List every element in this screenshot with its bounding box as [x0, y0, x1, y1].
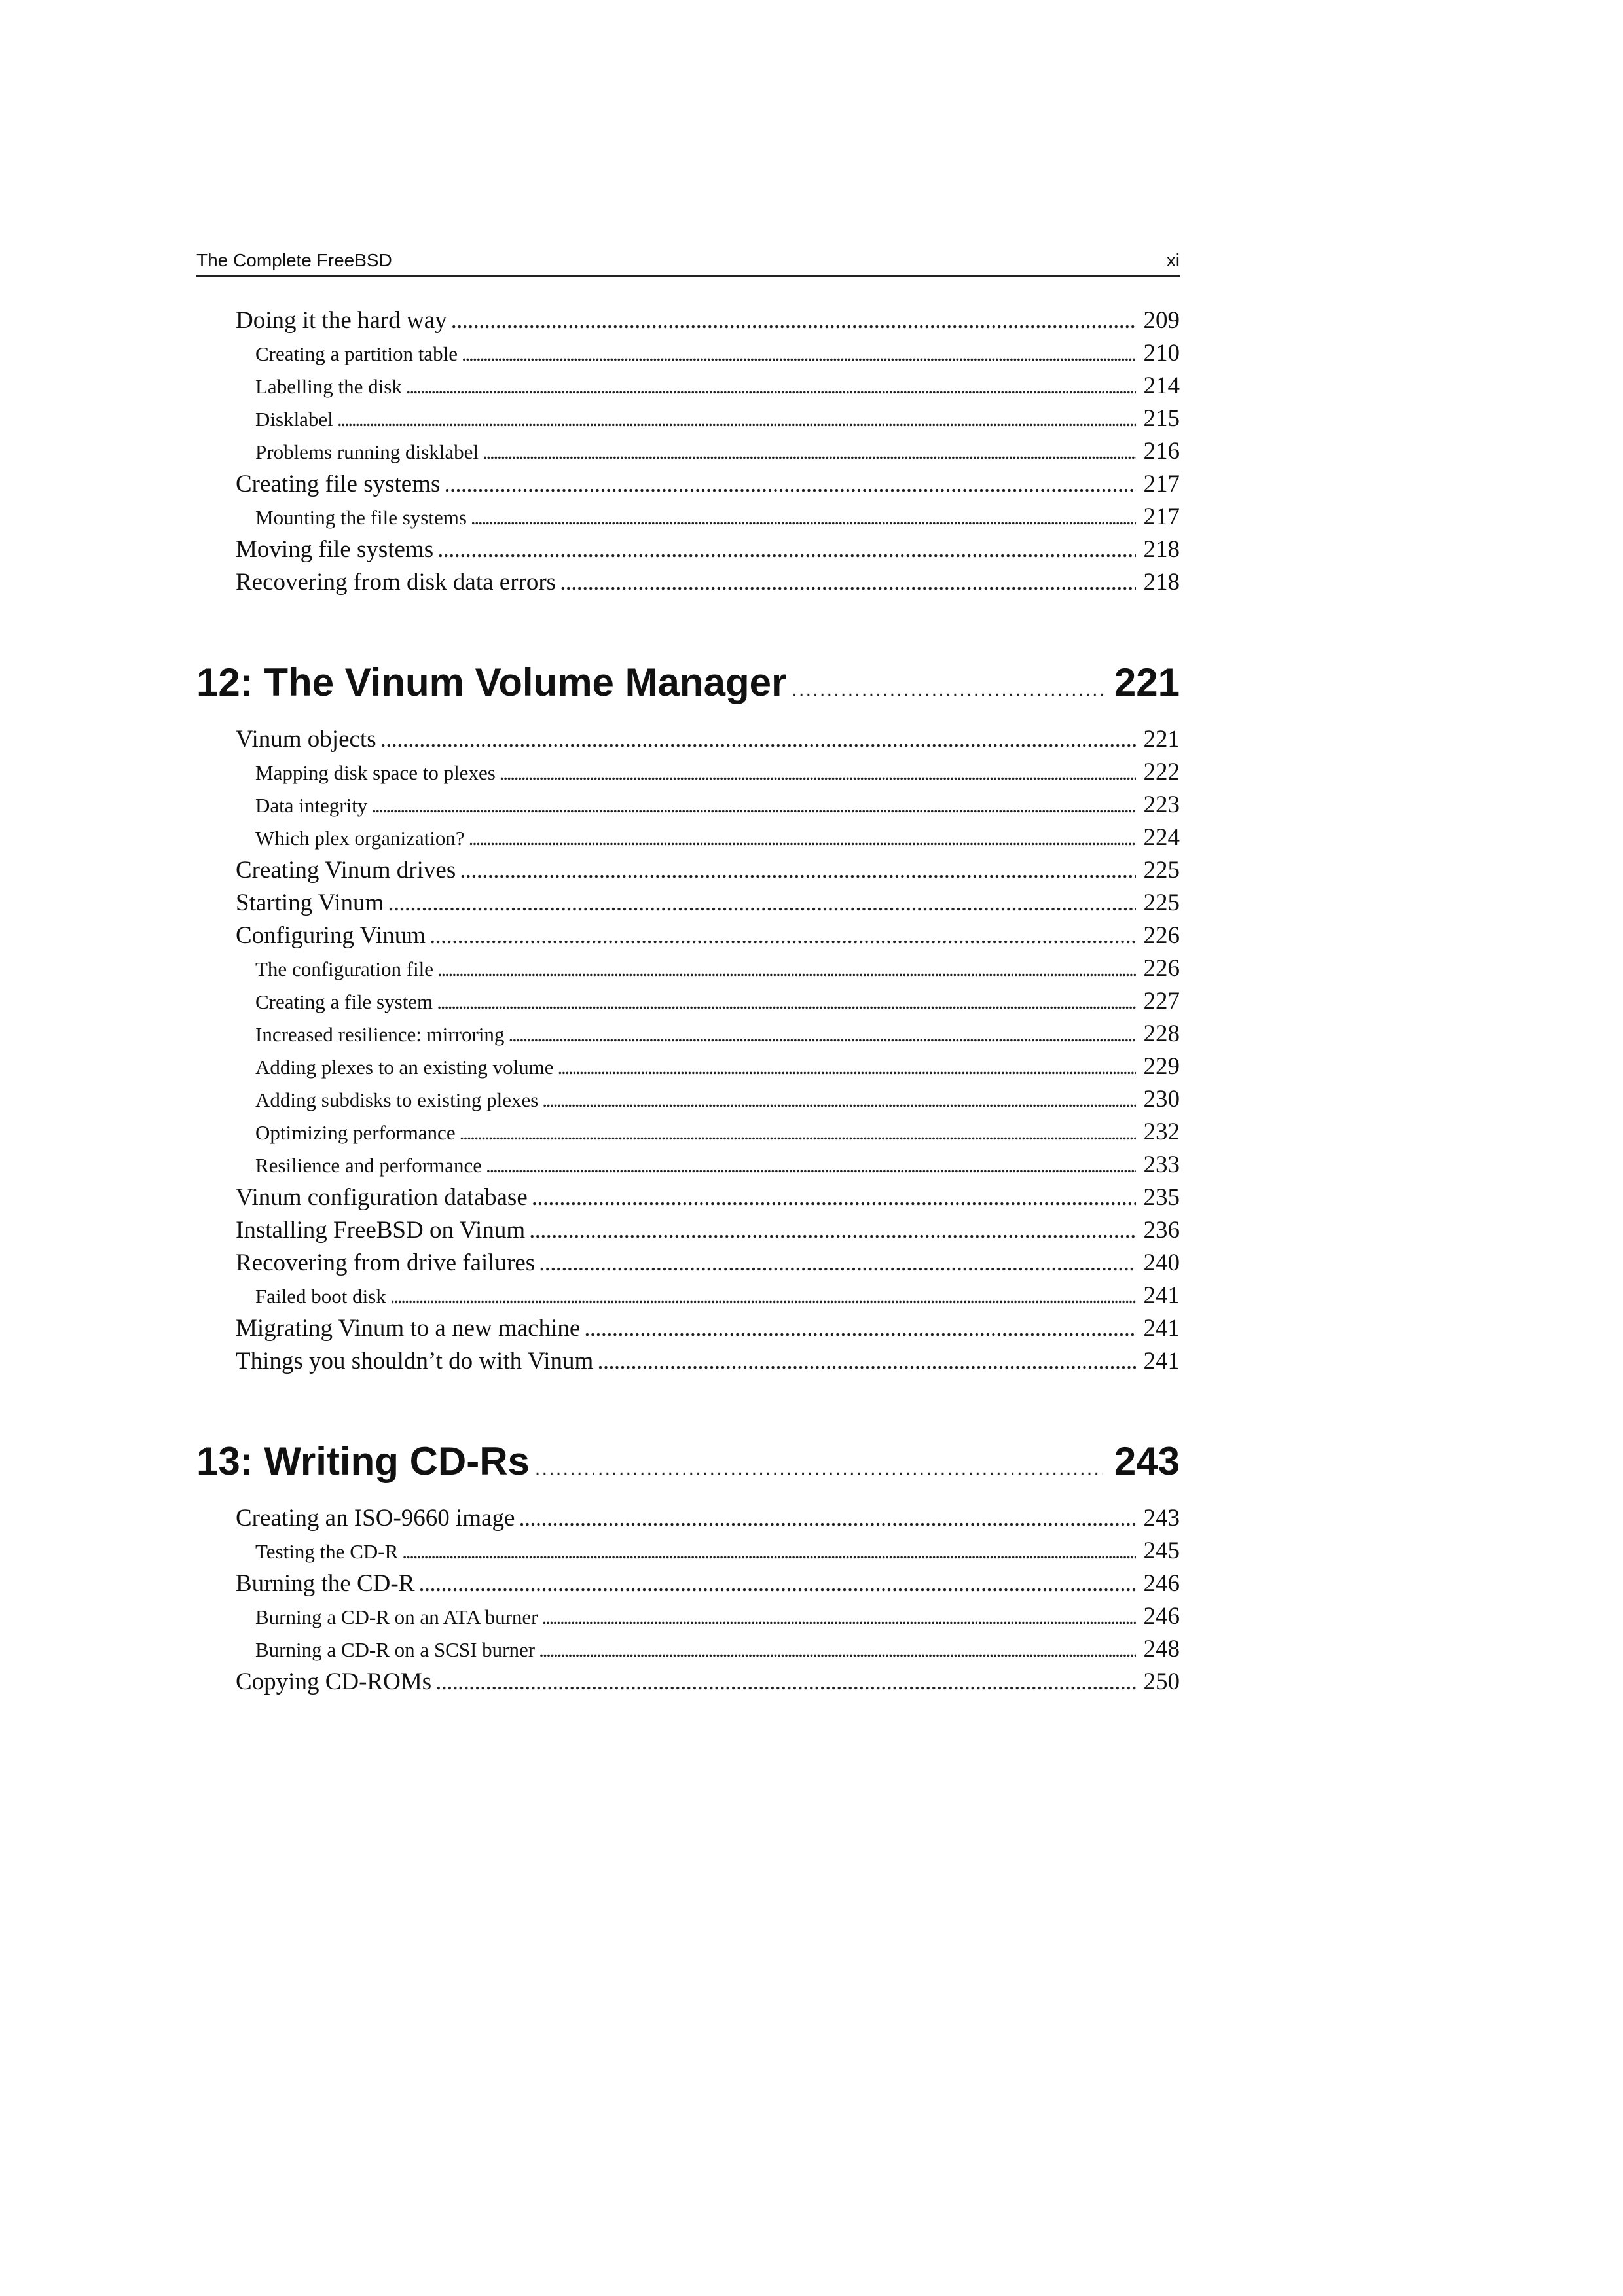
toc-entry-page: 226	[1143, 955, 1180, 982]
toc-entry-title: Things you shouldn’t do with Vinum	[236, 1348, 594, 1374]
toc-subentry[interactable]	[255, 1602, 1180, 1630]
chapter-page: 243	[1114, 1439, 1180, 1483]
leader-dots	[460, 1121, 1136, 1145]
toc-entry-page: 236	[1143, 1217, 1180, 1244]
toc-entry-title: Burning the CD-R	[236, 1570, 415, 1597]
leader-dots	[462, 342, 1135, 366]
toc-subentry[interactable]	[255, 1151, 1180, 1179]
leader-dots	[402, 1540, 1135, 1564]
leader-dots	[508, 1023, 1135, 1047]
toc-entry-title: The configuration file	[255, 958, 434, 980]
leader-dots	[532, 1183, 1136, 1211]
chapter-title: 12: The Vinum Volume Manager	[196, 660, 787, 704]
toc-entry-page: 235	[1143, 1184, 1180, 1211]
toc-entry-title: Mapping disk space to plexes	[255, 761, 496, 784]
toc-entry[interactable]	[236, 856, 1180, 884]
toc-entry[interactable]	[236, 1183, 1180, 1211]
toc-entry-page: 209	[1143, 307, 1180, 334]
toc-entry-title: Creating Vinum drives	[236, 857, 456, 884]
leader-dots	[451, 306, 1136, 334]
toc-entry-page: 222	[1143, 759, 1180, 785]
toc-subentry[interactable]	[255, 339, 1180, 367]
toc-subentry[interactable]	[255, 758, 1180, 786]
toc-entry-title: Creating an ISO-9660 image	[236, 1505, 515, 1532]
toc-subentry[interactable]	[255, 1052, 1180, 1081]
toc-entry-title: Optimizing performance	[255, 1121, 456, 1144]
toc-entry-page: 241	[1143, 1315, 1180, 1342]
toc-entry[interactable]	[236, 306, 1180, 334]
toc-entry-title: Vinum objects	[236, 726, 376, 753]
leader-dots	[560, 568, 1135, 596]
toc-entry[interactable]	[236, 1504, 1180, 1532]
leader-dots	[437, 990, 1135, 1014]
toc-entry-page: 241	[1143, 1348, 1180, 1374]
toc-entry-page: 245	[1143, 1537, 1180, 1564]
toc-entry-title: Adding subdisks to existing plexes	[255, 1088, 539, 1111]
chapter-heading-13[interactable]	[196, 1439, 1180, 1484]
toc-entry-title: Creating file systems	[236, 471, 441, 497]
toc-subentry[interactable]	[255, 1537, 1180, 1565]
leader-dots	[371, 794, 1135, 817]
toc-entry-title: Mounting the file systems	[255, 506, 467, 529]
toc-entry-title: Copying CD-ROMs	[236, 1668, 432, 1695]
toc-entry-title: Labelling the disk	[255, 375, 402, 398]
toc-entry-page: 248	[1143, 1636, 1180, 1662]
toc-entry-page: 221	[1143, 726, 1180, 753]
chapter-page: 221	[1114, 660, 1180, 704]
toc-entry-page: 210	[1143, 340, 1180, 367]
toc-subentry[interactable]	[255, 1635, 1180, 1663]
toc-entry-title: Creating a partition table	[255, 342, 458, 365]
toc-entry-title: Doing it the hard way	[236, 307, 447, 334]
toc-subentry[interactable]	[255, 1282, 1180, 1310]
toc-entry-title: Recovering from disk data errors	[236, 569, 556, 596]
toc-entry[interactable]	[236, 1216, 1180, 1244]
toc-entry-page: 218	[1143, 536, 1180, 563]
toc-entry-page: 224	[1143, 824, 1180, 851]
toc-entry[interactable]	[236, 1570, 1180, 1598]
toc-subentry[interactable]	[255, 823, 1180, 852]
toc-subentry[interactable]	[255, 503, 1180, 531]
toc-entry-page: 215	[1143, 405, 1180, 432]
toc-entry-page: 217	[1143, 471, 1180, 497]
leader-dots	[471, 506, 1136, 529]
toc-entry-title: Moving file systems	[236, 536, 434, 563]
toc-subentry[interactable]	[255, 1118, 1180, 1146]
leader-dots	[542, 1088, 1135, 1112]
leader-dots	[535, 1458, 1103, 1480]
chapter-heading-12[interactable]	[196, 660, 1180, 705]
toc-subentry[interactable]	[255, 987, 1180, 1015]
leader-dots	[460, 856, 1135, 884]
leader-dots	[390, 1285, 1136, 1308]
toc-entry-page: 225	[1143, 889, 1180, 916]
toc-entry-page: 227	[1143, 988, 1180, 1014]
toc-entry-page: 250	[1143, 1668, 1180, 1695]
toc-entry-title: Migrating Vinum to a new machine	[236, 1315, 581, 1342]
toc-subentry[interactable]	[255, 404, 1180, 433]
toc-entry-page: 240	[1143, 1249, 1180, 1276]
toc-entry-page: 241	[1143, 1282, 1180, 1309]
toc-entry-title: Burning a CD-R on an ATA burner	[255, 1605, 538, 1628]
toc-entry-title: Installing FreeBSD on Vinum	[236, 1217, 526, 1244]
toc-entry-title: Testing the CD-R	[255, 1540, 399, 1563]
leader-dots	[406, 375, 1136, 399]
leader-dots	[539, 1638, 1135, 1662]
leader-dots	[483, 440, 1136, 464]
toc-subentry[interactable]	[255, 954, 1180, 982]
toc-entry-title: Increased resilience: mirroring	[255, 1023, 505, 1046]
toc-entry-title: Resilience and performance	[255, 1154, 482, 1177]
toc-subentry[interactable]	[255, 372, 1180, 400]
toc-entry-page: 228	[1143, 1020, 1180, 1047]
leader-dots	[469, 827, 1136, 850]
leader-dots	[500, 761, 1136, 785]
toc-entry[interactable]	[236, 568, 1180, 596]
toc-entry[interactable]	[236, 922, 1180, 950]
toc-entry[interactable]	[236, 1249, 1180, 1277]
leader-dots	[597, 1347, 1135, 1375]
toc-entry[interactable]	[236, 1668, 1180, 1696]
toc-entry-page: 214	[1143, 372, 1180, 399]
toc-entry-title: Vinum configuration database	[236, 1184, 528, 1211]
toc-subentry[interactable]	[255, 437, 1180, 465]
leader-dots	[337, 408, 1136, 431]
toc-entry-page: 217	[1143, 503, 1180, 530]
toc-subentry[interactable]	[255, 1085, 1180, 1113]
toc-entry-page: 225	[1143, 857, 1180, 884]
toc-entry-title: Which plex organization?	[255, 827, 465, 850]
toc-entry-page: 218	[1143, 569, 1180, 596]
leader-dots	[519, 1504, 1135, 1532]
toc-entry-title: Creating a file system	[255, 990, 433, 1013]
leader-dots	[486, 1154, 1136, 1177]
toc-subentry[interactable]	[255, 791, 1180, 819]
toc-entry-page: 229	[1143, 1053, 1180, 1080]
toc-entry-title: Problems running disklabel	[255, 440, 479, 463]
toc-entry-title: Recovering from drive failures	[236, 1249, 536, 1276]
toc-entry[interactable]	[236, 1347, 1180, 1375]
toc-entry-page: 246	[1143, 1603, 1180, 1630]
toc-entry[interactable]	[236, 535, 1180, 564]
toc-entry-page: 243	[1143, 1505, 1180, 1532]
toc-entry-page: 230	[1143, 1086, 1180, 1113]
leader-dots	[437, 958, 1135, 981]
leader-dots	[541, 1605, 1135, 1629]
leader-dots	[435, 1668, 1135, 1696]
toc-entry-title: Configuring Vinum	[236, 922, 426, 949]
leader-dots	[437, 535, 1135, 564]
toc-entry-title: Disklabel	[255, 408, 333, 431]
toc-entry-page: 226	[1143, 922, 1180, 949]
toc-entry[interactable]	[236, 1314, 1180, 1342]
leader-dots	[529, 1216, 1135, 1244]
leader-dots	[792, 679, 1103, 701]
leader-dots	[539, 1249, 1135, 1277]
toc-subentry[interactable]	[255, 1020, 1180, 1048]
toc-entry-title: Burning a CD-R on a SCSI burner	[255, 1638, 536, 1661]
leader-dots	[429, 922, 1135, 950]
toc-entry[interactable]	[236, 725, 1180, 753]
toc-entry-page: 246	[1143, 1570, 1180, 1597]
toc-entry-title: Failed boot disk	[255, 1285, 386, 1308]
leader-dots	[444, 470, 1135, 498]
toc-entry-title: Starting Vinum	[236, 889, 384, 916]
roman-page-number: xi	[1166, 250, 1180, 270]
toc-entry-page: 232	[1143, 1119, 1180, 1145]
chapter-title: 13: Writing CD-Rs	[196, 1439, 530, 1483]
toc-entry-page: 216	[1143, 438, 1180, 465]
toc-entry[interactable]	[236, 470, 1180, 498]
toc-entry-page: 223	[1143, 791, 1180, 818]
book-title: The Complete FreeBSD	[196, 250, 392, 270]
toc-entry[interactable]	[236, 889, 1180, 917]
leader-dots	[418, 1570, 1135, 1598]
leader-dots	[584, 1314, 1135, 1342]
leader-dots	[380, 725, 1136, 753]
leader-dots	[388, 889, 1135, 917]
leader-dots	[557, 1056, 1135, 1079]
toc-entry-title: Data integrity	[255, 794, 368, 817]
toc-entry-title: Adding plexes to an existing volume	[255, 1056, 554, 1079]
toc-entry-page: 233	[1143, 1151, 1180, 1178]
